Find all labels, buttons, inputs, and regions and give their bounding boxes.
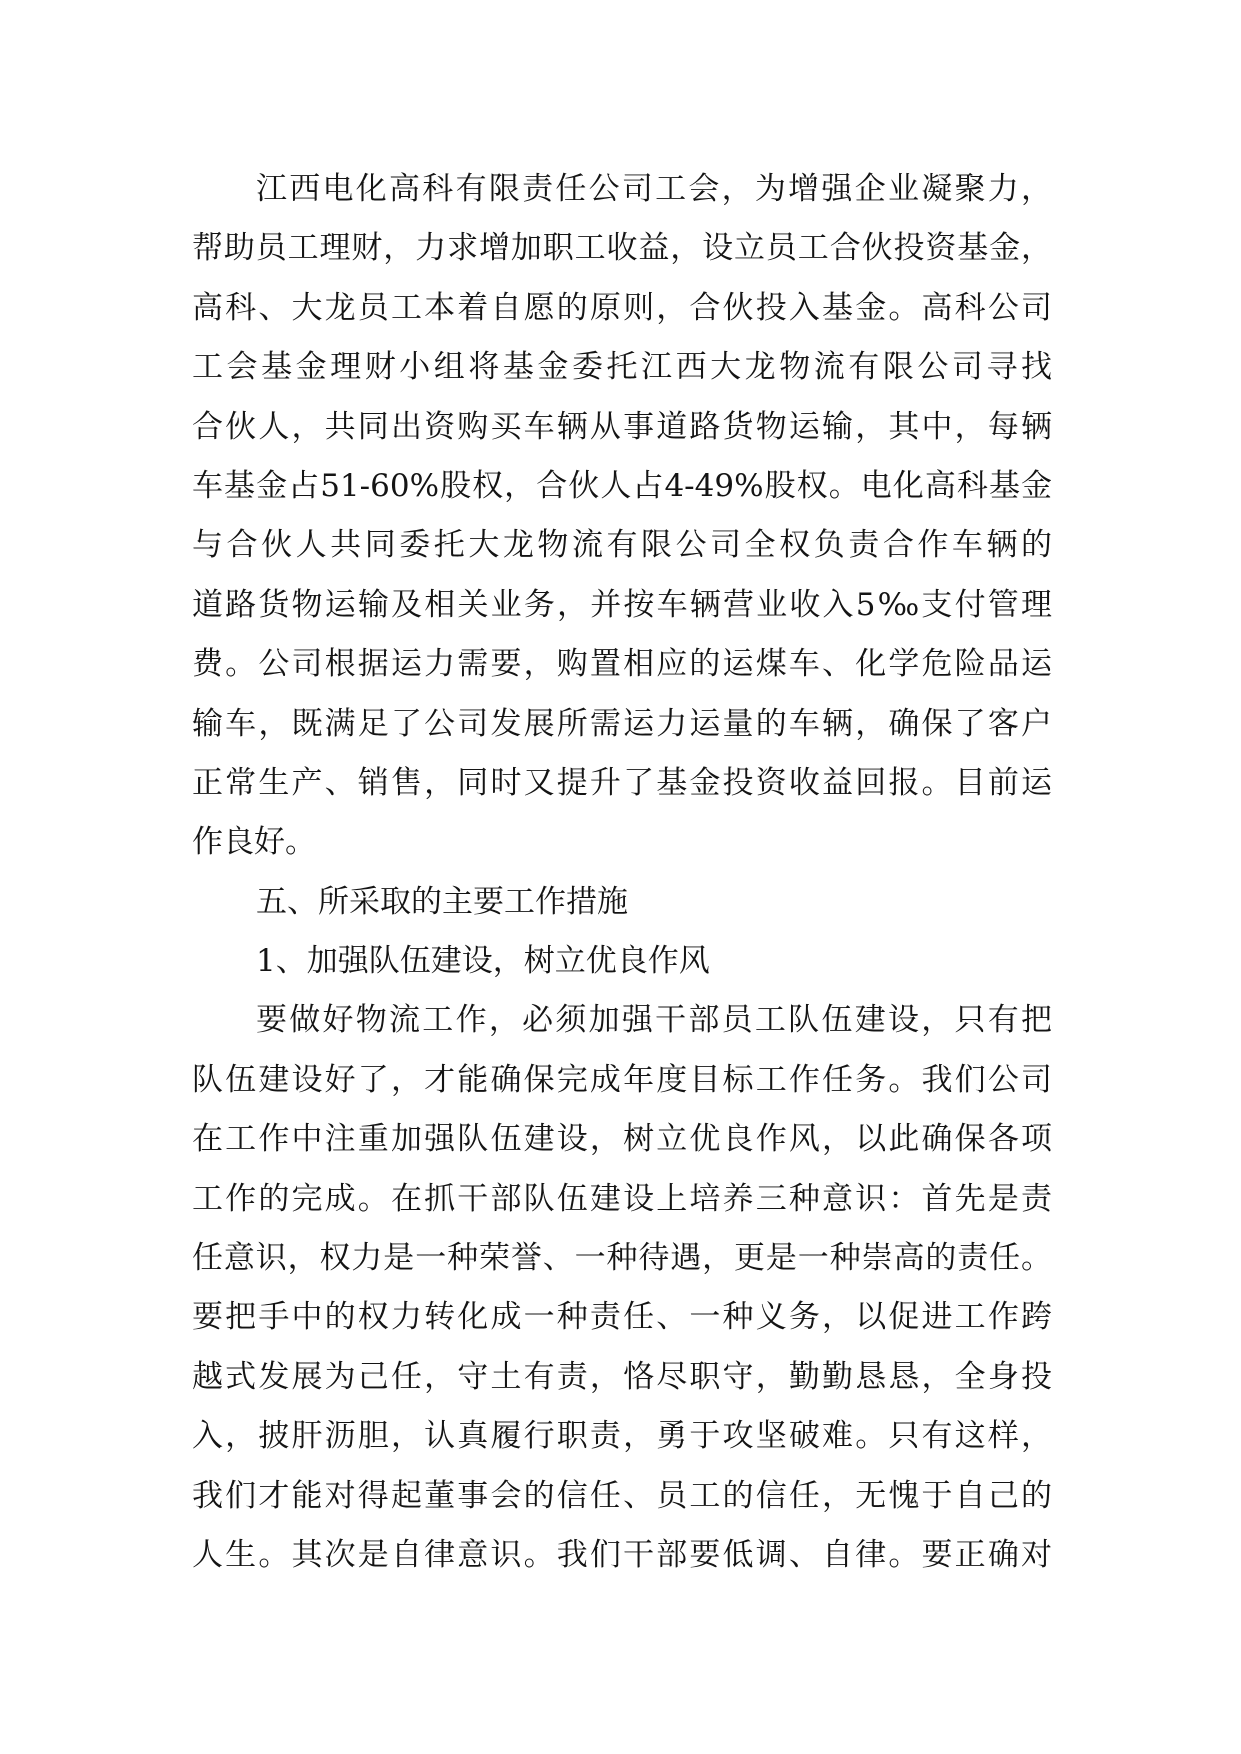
paragraph-1-line-7: 与合伙人共同委托大龙物流有限公司全权负责合作车辆的 (192, 527, 1052, 564)
subsection-heading: 1、加强队伍建设，树立优良作风 (256, 943, 710, 980)
document-body (192, 160, 1052, 1585)
section-heading: 五、所采取的主要工作措施 (256, 883, 628, 920)
paragraph-2-line-8: 入，披肝沥胆，认真履行职责，勇于攻坚破难。只有这样， (192, 1418, 1052, 1455)
paragraph-2-line-1: 要做好物流工作，必须加强干部员工队伍建设，只有把 (256, 1002, 1052, 1039)
paragraph-1-line-12: 作良好。 (192, 824, 316, 861)
paragraph-1-line-8: 道路货物运输及相关业务，并按车辆营业收入5‰支付管理 (192, 586, 1052, 623)
paragraph-1-line-9: 费。公司根据运力需要，购置相应的运煤车、化学危险品运 (192, 646, 1052, 683)
paragraph-2-line-3: 在工作中注重加强队伍建设，树立优良作风，以此确保各项 (192, 1121, 1052, 1158)
paragraph-1-line-2: 帮助员工理财，力求增加职工收益，设立员工合伙投资基金， (192, 230, 1052, 267)
paragraph-1-line-3: 高科、大龙员工本着自愿的原则，合伙投入基金。高科公司 (192, 289, 1052, 326)
paragraph-2-line-6: 要把手中的权力转化成一种责任、一种义务，以促进工作跨 (192, 1299, 1052, 1336)
paragraph-2-line-2: 队伍建设好了，才能确保完成年度目标工作任务。我们公司 (192, 1061, 1052, 1098)
paragraph-2-line-9: 我们才能对得起董事会的信任、员工的信任，无愧于自己的 (192, 1477, 1052, 1514)
paragraph-2-line-5: 任意识，权力是一种荣誉、一种待遇，更是一种崇高的责任。 (192, 1240, 1052, 1277)
paragraph-1-line-10: 输车，既满足了公司发展所需运力运量的车辆，确保了客户 (192, 705, 1052, 742)
paragraph-2-line-7: 越式发展为己任，守土有责，恪尽职守，勤勤恳恳，全身投 (192, 1358, 1052, 1395)
paragraph-1-line-5: 合伙人，共同出资购买车辆从事道路货物运输，其中，每辆 (192, 408, 1052, 445)
paragraph-2-line-10: 人生。其次是自律意识。我们干部要低调、自律。要正确对 (192, 1536, 1052, 1573)
paragraph-1-line-6: 车基金占51-60%股权，合伙人占4-49%股权。电化高科基金 (192, 467, 1052, 504)
paragraph-2-line-4: 工作的完成。在抓干部队伍建设上培养三种意识：首先是责 (192, 1180, 1052, 1217)
paragraph-1-line-11: 正常生产、销售，同时又提升了基金投资收益回报。目前运 (192, 764, 1052, 801)
paragraph-1-line-4: 工会基金理财小组将基金委托江西大龙物流有限公司寻找 (192, 349, 1052, 386)
paragraph-1-line-1: 江西电化高科有限责任公司工会，为增强企业凝聚力， (256, 171, 1052, 207)
